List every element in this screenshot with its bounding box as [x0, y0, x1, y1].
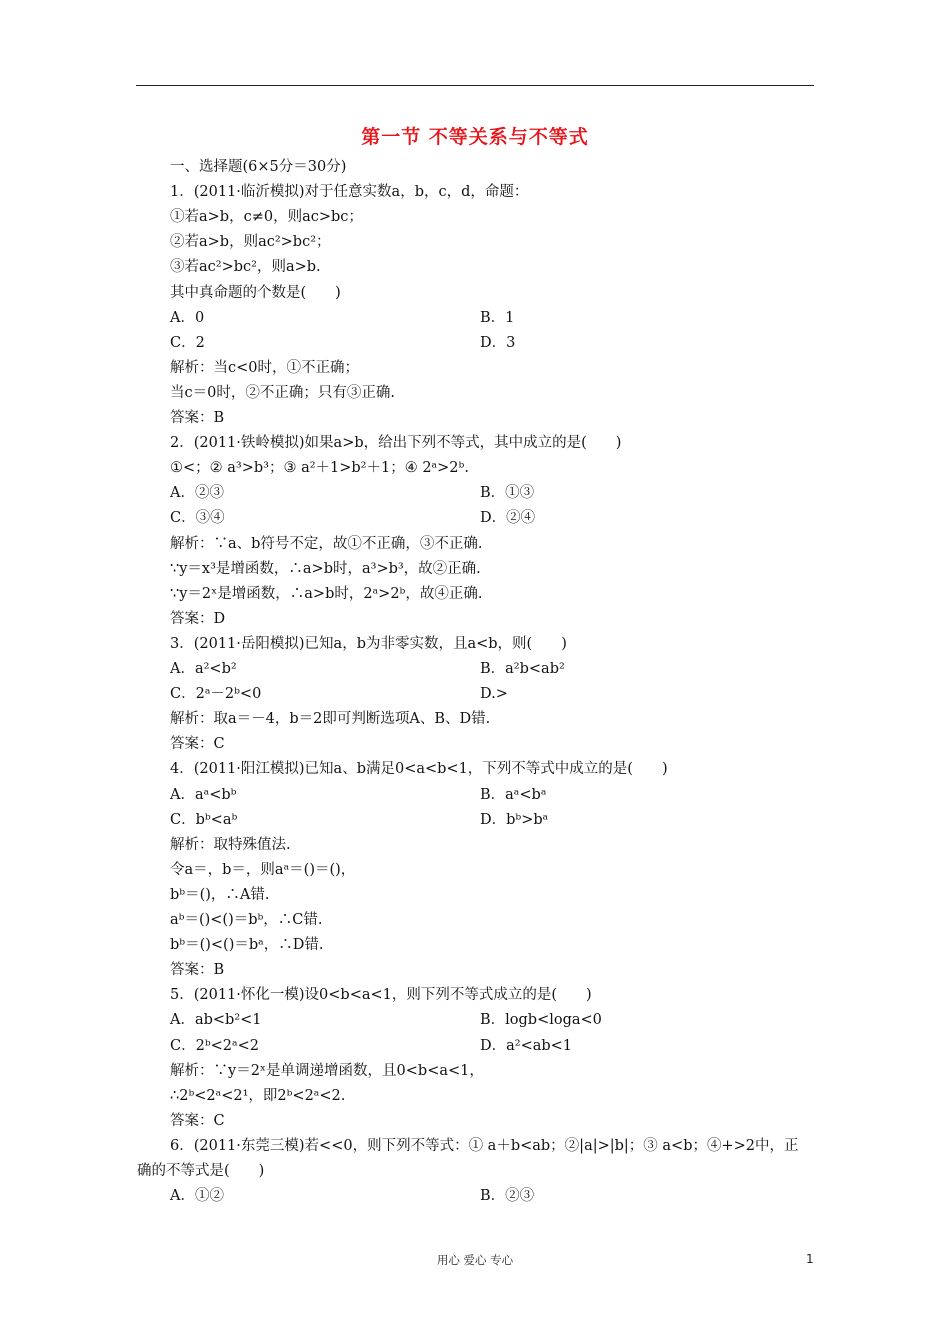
option-right: B．aᵃ<bᵃ: [480, 786, 547, 803]
text-line: A．a²<b²: [170, 661, 237, 677]
text-line: 当c＝0时，②不正确；只有③正确.: [170, 384, 395, 401]
text-line: 4．(2011·阳江模拟)已知a、b满足0<a<b<1，下列不等式中成立的是( ): [170, 761, 668, 778]
text-line: A．①②: [170, 1188, 224, 1205]
text-line: 其中真命题的个数是( ): [170, 284, 341, 301]
text-line: ②若a>b，则ac²>bc²；: [170, 234, 331, 251]
option-right: D．bᵇ>bᵃ: [480, 811, 549, 828]
text-line: 答案：C: [170, 736, 225, 753]
text-line: A．0: [170, 309, 205, 326]
text-line: C．2: [170, 334, 205, 351]
option-right: D．a²<ab<1: [480, 1037, 573, 1054]
text-line: A．ab<b²<1: [170, 1012, 262, 1029]
text-line: 解析：∵y＝2ˣ是单调递增函数，且0<b<a<1，: [170, 1062, 484, 1079]
footer-text: 用心 爱心 专心: [436, 1253, 514, 1267]
text-line: ①若a>b，c≠0，则ac>bc；: [170, 209, 363, 226]
option-right: B．1: [480, 309, 515, 326]
text-line: 5．(2011·怀化一模)设0<b<a<1，则下列不等式成立的是( ): [170, 987, 592, 1004]
text-line: bᵇ＝()，∴A错.: [170, 886, 270, 903]
text-line: ①<；② a³>b³；③ a²＋1>b²＋1；④ 2ᵃ>2ᵇ.: [170, 460, 469, 477]
text-line: 答案：B: [170, 410, 225, 426]
text-line: 解析：取a＝－4，b＝2即可判断选项A、B、D错.: [170, 711, 491, 728]
text-line: 2．(2011·铁岭模拟)如果a>b，给出下列不等式，其中成立的是( ): [170, 435, 622, 452]
text-line: 解析：∵a、b符号不定，故①不正确，③不正确.: [170, 535, 483, 552]
text-line: C．bᵇ<aᵇ: [170, 811, 238, 828]
option-right: D．3: [480, 334, 516, 351]
text-line: 1．(2011·临沂模拟)对于任意实数a，b，c，d，命题：: [170, 184, 529, 201]
text-line: 3．(2011·岳阳模拟)已知a，b为非零实数，且a<b，则( ): [170, 635, 567, 652]
text-line: ③若ac²>bc²，则a>b.: [170, 259, 321, 276]
text-line: ∵y＝2ˣ是增函数，∴a>b时，2ᵃ>2ᵇ，故④正确.: [170, 585, 483, 602]
text-line: aᵇ＝()<()＝bᵇ，∴C错.: [170, 912, 323, 928]
text-line: ∵y＝x³是增函数，∴a>b时，a³>b³，故②正确.: [170, 560, 481, 577]
text-line: 令a＝，b＝，则aᵃ＝()＝()，: [170, 861, 356, 878]
text-line: 确的不等式是( ): [137, 1163, 265, 1179]
text-line: A．②③: [170, 485, 224, 502]
page-number: 1: [806, 1252, 814, 1266]
option-right: B．②③: [480, 1188, 535, 1205]
text-line: 解析：取特殊值法.: [170, 836, 291, 853]
option-right: B．logb<loga<0: [480, 1012, 602, 1029]
text-line: 答案：B: [170, 962, 225, 979]
page-title: 第一节 不等关系与不等式: [361, 126, 589, 148]
text-line: C．2ᵃ－2ᵇ<0: [170, 686, 262, 703]
text-line: C．2ᵇ<2ᵃ<2: [170, 1037, 259, 1054]
text-line: 6．(2011·东莞三模)若<<0，则下列不等式：① a＋b<ab；②|a|>|b|；③ a<b；④+>2中，正: [170, 1137, 799, 1154]
text-line: C．③④: [170, 510, 225, 527]
header-rule: [136, 85, 814, 86]
text-line: 一、选择题(6×5分＝30分): [170, 159, 347, 175]
text-line: ∴2ᵇ<2ᵃ<2¹，即2ᵇ<2ᵃ<2.: [170, 1087, 346, 1104]
text-line: 解析：当c<0时，①不正确；: [170, 359, 359, 376]
option-right: B．a²b<ab²: [480, 661, 565, 677]
option-right: D.>: [480, 686, 508, 703]
option-right: B．①③: [480, 485, 535, 502]
text-line: bᵇ＝()<()＝bᵃ，∴D错.: [170, 937, 324, 954]
text-line: 答案：D: [170, 610, 226, 627]
text-line: A．aᵃ<bᵇ: [170, 786, 237, 803]
option-right: D．②④: [480, 510, 536, 527]
text-line: 答案：C: [170, 1112, 225, 1129]
